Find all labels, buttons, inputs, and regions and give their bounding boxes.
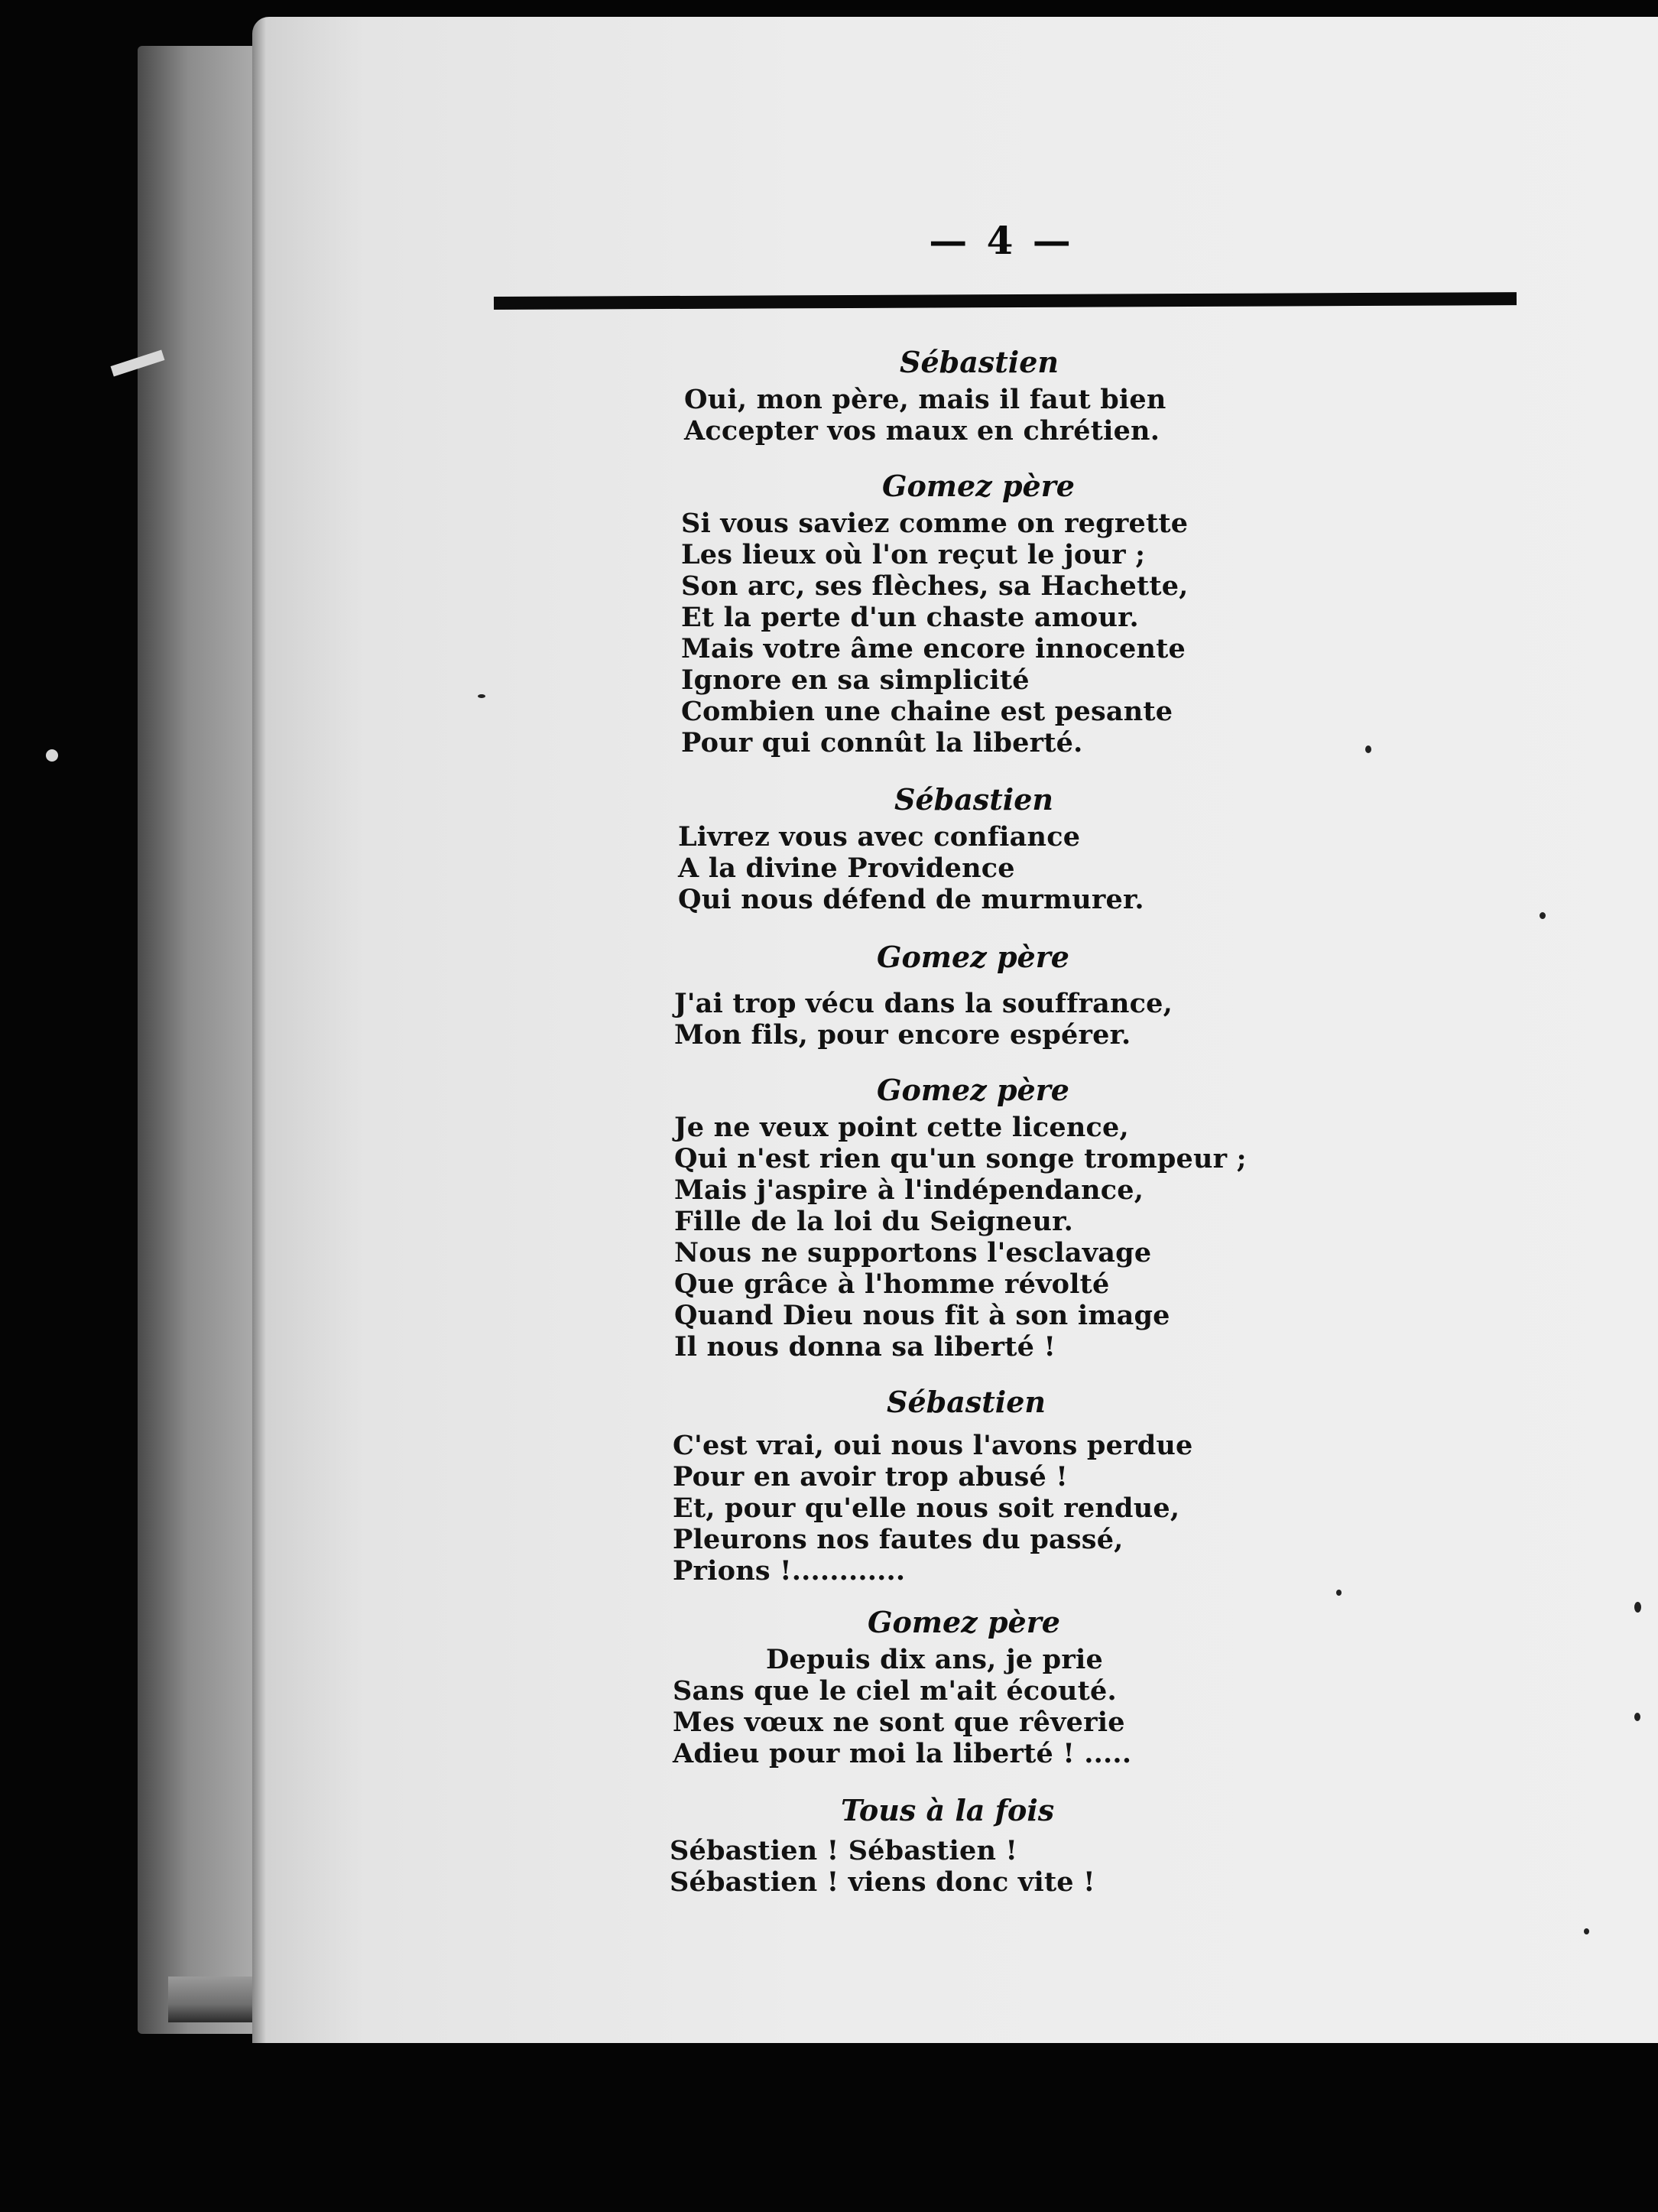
dialogue-section	[665, 465, 1429, 758]
verse-line: Oui, mon père, mais il faut bien	[684, 384, 1166, 415]
dialogue-section	[665, 936, 1429, 1051]
verse-line: Sans que le ciel m'ait écouté.	[673, 1675, 1117, 1707]
verse-line: Si vous saviez comme on regrette	[681, 508, 1189, 539]
speaker-name: Sébastien	[900, 345, 1059, 379]
verse-line: Pour en avoir trop abusé !	[673, 1461, 1068, 1493]
verse-line: Quand Dieu nous fit à son image	[674, 1300, 1170, 1331]
verse-line: Son arc, ses flèches, sa Hachette,	[681, 570, 1189, 602]
verse-line: Mais votre âme encore innocente	[681, 633, 1186, 664]
speaker-name: Sébastien	[894, 782, 1053, 817]
verse-line: Et la perte d'un chaste amour.	[681, 602, 1139, 633]
verse-line: Que grâce à l'homme révolté	[674, 1268, 1110, 1300]
dialogue-section	[665, 1381, 1429, 1587]
speaker-name: Gomez père	[868, 1605, 1060, 1639]
speaker-name: Gomez père	[882, 469, 1075, 503]
verse-line: Fille de la loi du Seigneur.	[674, 1206, 1073, 1237]
dialogue-section	[665, 1601, 1429, 1769]
verse-line: Et, pour qu'elle nous soit rendue,	[673, 1493, 1180, 1524]
verse-line: Nous ne supportons l'esclavage	[674, 1237, 1152, 1268]
verse-line: A la divine Providence	[678, 853, 1015, 884]
page-number: — 4 —	[929, 218, 1074, 263]
verse-line: Mais j'aspire à l'indépendance,	[674, 1174, 1144, 1206]
dialogue-section	[665, 1069, 1429, 1363]
verse-line: Accepter vos maux en chrétien.	[684, 415, 1160, 447]
verse-line: Ignore en sa simplicité	[681, 664, 1030, 696]
verse-line: Qui n'est rien qu'un songe trompeur ;	[674, 1143, 1247, 1174]
verse-line: Qui nous défend de murmurer.	[678, 884, 1144, 915]
header-rule	[494, 292, 1517, 310]
dialogue-section	[665, 341, 1429, 447]
verse-line: Pour qui connût la liberté.	[681, 727, 1083, 758]
verse-line: Adieu pour moi la liberté ! .....	[673, 1738, 1132, 1769]
speaker-name: Gomez père	[877, 1073, 1069, 1107]
verse-line: Sébastien ! viens donc vite !	[670, 1866, 1095, 1898]
verse-line: Sébastien ! Sébastien !	[670, 1835, 1018, 1866]
verse-line: Combien une chaine est pesante	[681, 696, 1173, 727]
verse-line: Mes vœux ne sont que rêverie	[673, 1707, 1125, 1738]
verse-line: Prions !............	[673, 1555, 906, 1587]
verse-line: Livrez vous avec confiance	[678, 821, 1081, 853]
verse-line: Je ne veux point cette licence,	[674, 1112, 1129, 1143]
verse-line: Les lieux où l'on reçut le jour ;	[681, 539, 1146, 570]
verse-line: Pleurons nos fautes du passé,	[673, 1524, 1124, 1555]
speaker-name: Gomez père	[877, 940, 1069, 974]
speaker-name: Tous à la fois	[841, 1793, 1055, 1827]
dialogue-section	[665, 1789, 1429, 1898]
dialogue-section	[665, 778, 1429, 915]
verse-line: Il nous donna sa liberté !	[674, 1331, 1056, 1363]
verse-line: Mon fils, pour encore espérer.	[674, 1019, 1131, 1051]
verse-line: J'ai trop vécu dans la souffrance,	[674, 988, 1173, 1019]
verse-line: C'est vrai, oui nous l'avons perdue	[673, 1430, 1193, 1461]
speaker-name: Sébastien	[887, 1385, 1046, 1419]
verse-line: Depuis dix ans, je prie	[766, 1644, 1103, 1675]
